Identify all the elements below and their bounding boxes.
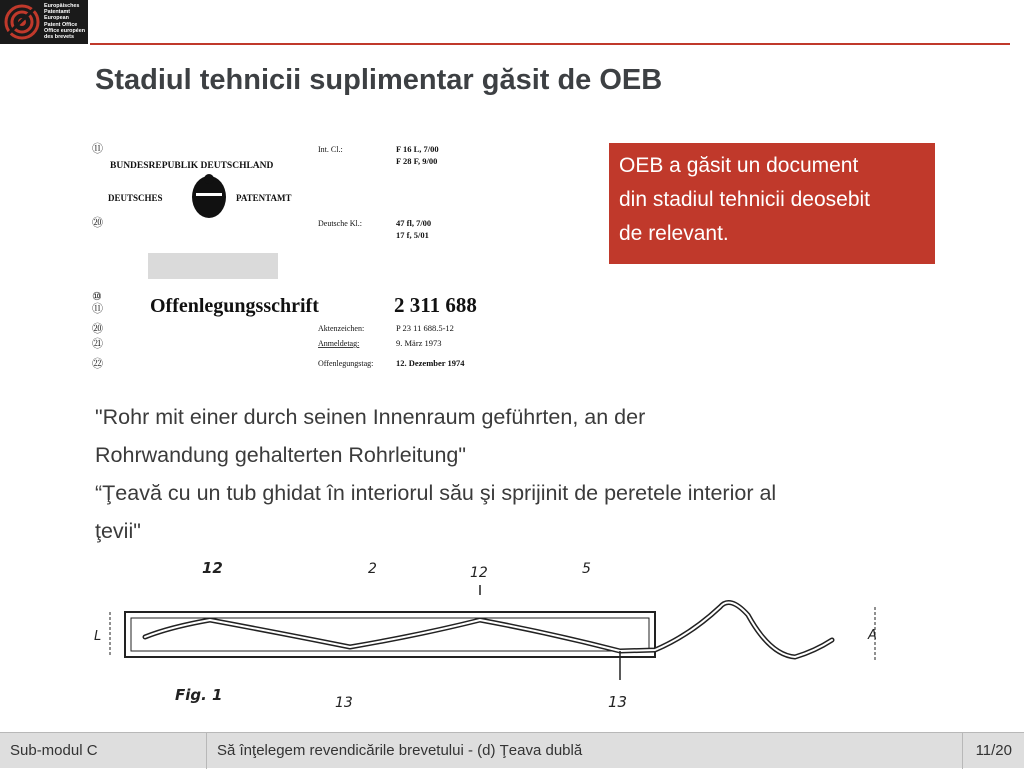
quote-line: Rohrwandung gehalterten Rohrleitung" [95, 443, 466, 467]
anmeldetag-label: Anmeldetag: [318, 339, 360, 348]
aktenzeichen-label: Aktenzeichen: [318, 324, 365, 333]
offenlegungstag-label: Offenlegungstag: [318, 359, 374, 368]
ref-2: 2 [368, 561, 377, 577]
callout-line: OEB a găsit un document [619, 154, 859, 177]
scan-marker: ⑪ [92, 143, 103, 155]
callout-box [609, 143, 935, 264]
scan-office2: PATENTAMT [236, 193, 292, 203]
callout-line: din stadiul tehnicii deosebit [619, 188, 870, 211]
footer-module: Sub-modul C [10, 742, 98, 759]
ref-L: L [94, 629, 102, 644]
quote-line: “Ţeavă cu un tub ghidat în interiorul său şi sprijinit de peretele interior al [95, 481, 777, 505]
quote-line: ţevii" [95, 519, 141, 543]
eagle-emblem [192, 174, 226, 218]
slide-footer [0, 732, 1024, 768]
scan-marker: ⑪ [92, 303, 103, 315]
scan-office: DEUTSCHES [108, 193, 163, 203]
de-kl-label: Deutsche Kl.: [318, 219, 362, 228]
de-kl-1: 47 fl, 7/00 [396, 218, 432, 228]
int-cl-1: F 16 L, 7/00 [396, 144, 439, 154]
ref-12: 12 [202, 559, 223, 577]
header-rule [90, 43, 1010, 45]
inner-tube [145, 603, 832, 658]
patent-front-page-scan [78, 135, 498, 385]
ref-5: 5 [582, 561, 591, 577]
ref-12: 12 [470, 565, 488, 581]
slide-title: Stadiul tehnicii suplimentar găsit de OEB [95, 64, 663, 96]
doc-number: 2 311 688 [394, 293, 477, 317]
patent-figure-drawing [80, 555, 900, 715]
doc-type: Offenlegungsschrift [150, 295, 319, 317]
quote-line: "Rohr mit einer durch seinen Innenraum geführten, an der [95, 405, 646, 429]
scan-country: BUNDESREPUBLIK DEUTSCHLAND [110, 161, 274, 171]
footer-divider [206, 733, 207, 769]
callout-line: de relevant. [619, 222, 729, 245]
figure-caption: Fig. 1 [175, 686, 223, 704]
scan-marker: ㉑ [92, 338, 103, 350]
ref-A: A [868, 628, 877, 643]
ref-13: 13 [608, 693, 628, 711]
int-cl-label: Int. Cl.: [318, 145, 343, 154]
offenlegungstag: 12. Dezember 1974 [396, 358, 465, 368]
de-kl-2: 17 f, 5/01 [396, 230, 429, 240]
claim-quote [95, 398, 955, 550]
scan-marker: ㉒ [92, 358, 103, 370]
epo-logo-icon [4, 4, 40, 40]
footer-divider [962, 733, 963, 769]
footer-topic: Să înţelegem revendicările brevetului - (d) Ţeava dublă [217, 742, 583, 759]
epo-logo [0, 0, 88, 44]
scan-marker: ⑳ [92, 217, 103, 229]
anmeldetag: 9. März 1973 [396, 338, 442, 348]
epo-logo-text: Europäisches Patentamt European Patent Office Office européen des brevets [44, 3, 86, 41]
scan-blur-stamp [148, 253, 278, 279]
aktenzeichen: P 23 11 688.5-12 [396, 323, 454, 333]
int-cl-2: F 28 F, 9/00 [396, 156, 438, 166]
scan-marker: ⑩ [92, 291, 102, 303]
ref-13: 13 [335, 695, 353, 711]
scan-marker: ⑳ [92, 323, 103, 335]
footer-page-number: 11/20 [975, 742, 1012, 759]
